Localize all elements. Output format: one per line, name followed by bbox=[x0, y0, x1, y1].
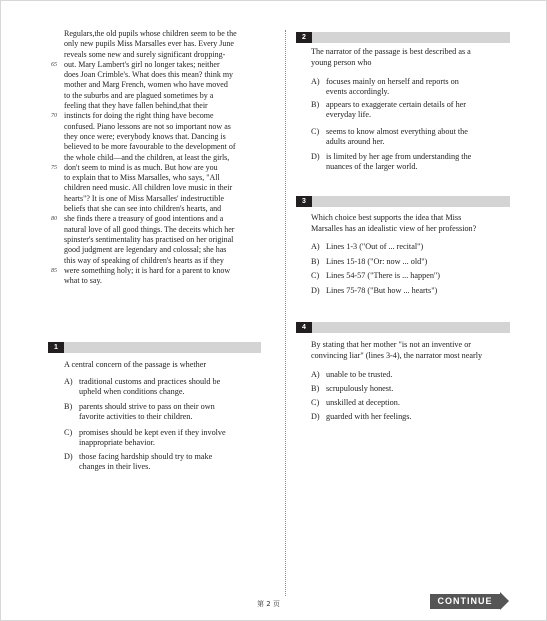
answer-option-text bbox=[79, 428, 226, 448]
passage-line-text: confused. Piano lessons are not so important now as bbox=[64, 121, 231, 131]
answer-option-text bbox=[326, 127, 468, 147]
answer-option-text bbox=[326, 384, 393, 394]
passage-line bbox=[64, 122, 274, 132]
question-1-number: 1 bbox=[48, 342, 64, 353]
passage-line bbox=[64, 101, 274, 111]
passage-line-text: instincts for doing the right thing have become bbox=[64, 111, 214, 121]
passage-line bbox=[64, 50, 274, 60]
answer-option-text bbox=[326, 77, 459, 97]
passage-line-text: spinster's sentimentality has practised on her original bbox=[64, 234, 234, 244]
question-stem-line: A central concern of the passage is whether bbox=[64, 360, 207, 369]
passage-line-text: does Joan Crimble's. What does this mean? think my bbox=[64, 70, 234, 80]
passage-line bbox=[64, 225, 274, 235]
question-stem-line: convincing liar" (lines 3-4), the narrator most nearly bbox=[311, 350, 483, 360]
answer-option-line: unable to be trusted. bbox=[326, 370, 393, 379]
answer-option-text bbox=[79, 377, 220, 397]
passage-line-text: the whole child—and the children, at least the girls, bbox=[64, 152, 230, 162]
answer-option[interactable] bbox=[311, 257, 511, 267]
passage bbox=[51, 29, 274, 286]
answer-option-text bbox=[326, 286, 437, 296]
passage-line bbox=[51, 111, 274, 121]
answer-option-text bbox=[326, 370, 392, 380]
answer-option-letter: A) bbox=[311, 242, 320, 251]
passage-line bbox=[64, 276, 274, 286]
passage-line bbox=[64, 245, 274, 255]
answer-option-text bbox=[326, 412, 412, 422]
passage-line bbox=[64, 142, 274, 152]
question-3-number: 3 bbox=[296, 196, 312, 207]
answer-option-text bbox=[326, 257, 427, 267]
passage-line bbox=[64, 39, 274, 49]
answer-option-text bbox=[326, 271, 440, 281]
answer-option[interactable] bbox=[64, 402, 264, 422]
continue-arrow-icon[interactable] bbox=[500, 592, 509, 610]
passage-line bbox=[64, 204, 274, 214]
answer-option[interactable] bbox=[311, 152, 511, 172]
passage-line bbox=[64, 80, 274, 90]
passage-line-text: mother and Marg French, women who have moved bbox=[64, 80, 228, 90]
line-number: 80 bbox=[51, 216, 57, 223]
passage-line-text: hearts"? It is one of Miss Marsalles' indestructible bbox=[64, 193, 225, 203]
passage-line-text: only new pupils Miss Marsalles ever has. Every June bbox=[64, 39, 234, 49]
answer-option-line: seems to know almost everything about the bbox=[326, 127, 468, 136]
passage-line-text: out. Mary Lambert's girl no longer takes; neither bbox=[64, 59, 220, 69]
answer-option-line: appears to exaggerate certain details of her bbox=[326, 100, 467, 109]
answer-option-letter: C) bbox=[64, 428, 73, 437]
answer-option[interactable] bbox=[311, 384, 511, 394]
answer-option[interactable] bbox=[311, 271, 511, 281]
answer-option-line: Lines 54-57 ("There is ... happen") bbox=[326, 271, 440, 280]
continue-button[interactable]: CONTINUE bbox=[430, 594, 500, 609]
answer-option-line: events accordingly. bbox=[326, 87, 390, 96]
question-stem-line: young person who bbox=[311, 57, 372, 67]
passage-line bbox=[64, 91, 274, 101]
passage-line-text: feeling that they have fallen behind,that their bbox=[64, 101, 208, 111]
answer-option-letter: A) bbox=[311, 77, 320, 86]
answer-option-letter: A) bbox=[311, 370, 320, 379]
answer-option-letter: B) bbox=[311, 100, 320, 109]
answer-option-letter: B) bbox=[311, 384, 320, 393]
answer-option-letter: C) bbox=[311, 127, 320, 136]
question-3-header bbox=[296, 196, 510, 207]
passage-line-text: don't seem to mind is as much. But how are you bbox=[64, 162, 218, 172]
passage-line-text: what to say. bbox=[64, 276, 102, 286]
passage-line bbox=[64, 183, 274, 193]
passage-line bbox=[64, 29, 274, 39]
answer-option[interactable] bbox=[311, 100, 511, 120]
answer-option-text bbox=[79, 402, 215, 422]
passage-line-text: good judgment are legendary and colossal; she has bbox=[64, 245, 227, 255]
answer-option-text bbox=[326, 398, 400, 408]
passage-line-text: beliefs that she can see into children's hearts, and bbox=[64, 204, 222, 214]
question-stem-line: Marsalles has an idealistic view of her profession? bbox=[311, 223, 477, 233]
answer-option-line: traditional customs and practices should be bbox=[79, 377, 221, 386]
answer-option-line: Lines 1-3 ("Out of ... recital") bbox=[326, 242, 424, 251]
answer-option-line: upheld when conditions change. bbox=[79, 387, 185, 396]
answer-option-line: changes in their lives. bbox=[79, 462, 151, 471]
answer-option-text bbox=[326, 152, 471, 172]
passage-line-text: were something holy; it is hard for a parent to know bbox=[64, 265, 231, 275]
passage-line bbox=[64, 235, 274, 245]
line-number: 85 bbox=[51, 267, 57, 274]
question-stem-line: By stating that her mother "is not an inventive or bbox=[311, 340, 472, 349]
passage-line bbox=[64, 256, 274, 266]
passage-line-text: natural love of all good things. The deceits which her bbox=[64, 224, 235, 234]
answer-option[interactable] bbox=[311, 77, 511, 97]
answer-option-letter: B) bbox=[64, 402, 73, 411]
answer-option-letter: C) bbox=[311, 271, 320, 280]
answer-option-line: Lines 15-18 ("Or: now ... old") bbox=[326, 257, 428, 266]
answer-option[interactable] bbox=[311, 398, 511, 408]
passage-line bbox=[51, 214, 274, 224]
question-stem-line: The narrator of the passage is best described as a bbox=[311, 47, 471, 56]
passage-line bbox=[64, 173, 274, 183]
answer-option[interactable] bbox=[64, 428, 264, 448]
answer-option-line: parents should strive to pass on their own bbox=[79, 402, 215, 411]
answer-option-line: those facing hardship should try to make bbox=[79, 452, 213, 461]
passage-line-text: they once were; everybody knows that. Dancing is bbox=[64, 131, 226, 141]
answer-option-letter: D) bbox=[311, 152, 320, 161]
answer-option[interactable] bbox=[311, 286, 511, 296]
answer-option-line: everyday life. bbox=[326, 110, 372, 119]
line-number: 75 bbox=[51, 164, 57, 171]
answer-option-line: promises should be kept even if they involve bbox=[79, 428, 226, 437]
passage-line-text: to the suburbs and are plagued sometimes by a bbox=[64, 90, 214, 100]
answer-option-line: guarded with her feelings. bbox=[326, 412, 412, 421]
answer-option[interactable] bbox=[64, 452, 264, 472]
answer-option-line: scrupulously honest. bbox=[326, 384, 394, 393]
answer-option[interactable] bbox=[64, 377, 264, 397]
answer-option-line: inappropriate behavior. bbox=[79, 438, 155, 447]
answer-option[interactable] bbox=[311, 127, 511, 147]
question-2-header bbox=[296, 32, 510, 43]
answer-option-letter: D) bbox=[311, 286, 320, 295]
answer-option-text bbox=[326, 242, 423, 252]
answer-option[interactable] bbox=[311, 242, 511, 252]
passage-line bbox=[51, 162, 274, 173]
answer-option[interactable] bbox=[311, 370, 511, 380]
answer-option-line: unskilled at deception. bbox=[326, 398, 400, 407]
answer-option-text bbox=[326, 100, 466, 120]
passage-line bbox=[64, 70, 274, 80]
line-number: 65 bbox=[51, 61, 57, 68]
line-number: 70 bbox=[51, 113, 57, 120]
question-stem bbox=[311, 47, 471, 68]
question-1-header bbox=[48, 342, 261, 353]
answer-option-letter: D) bbox=[64, 452, 73, 461]
passage-line bbox=[64, 132, 274, 142]
answer-option-letter: C) bbox=[311, 398, 320, 407]
answer-option-letter: B) bbox=[311, 257, 320, 266]
question-2-number: 2 bbox=[296, 32, 312, 43]
passage-line-text: children need music. All children love music in their bbox=[64, 183, 233, 193]
answer-option[interactable] bbox=[311, 412, 511, 422]
passage-line bbox=[51, 59, 274, 70]
passage-line-text: Regulars,the old pupils whose children seem to be the bbox=[64, 29, 237, 38]
question-4-number: 4 bbox=[296, 322, 312, 333]
answer-option-line: favorite activities to their children. bbox=[79, 412, 193, 421]
answer-option-line: nuances of the larger world. bbox=[326, 162, 418, 171]
answer-option-letter: A) bbox=[64, 377, 73, 386]
answer-option-line: is limited by her age from understanding the bbox=[326, 152, 472, 161]
question-stem-line: Which choice best supports the idea that Miss bbox=[311, 213, 462, 222]
passage-line-text: she finds there a treasury of good intentions and a bbox=[64, 214, 224, 224]
answer-option-line: Lines 75-78 ("But how ... hearts") bbox=[326, 286, 438, 295]
answer-option-text bbox=[79, 452, 212, 472]
passage-line-text: this way of speaking of children's hearts as if they bbox=[64, 255, 224, 265]
question-4-header bbox=[296, 322, 510, 333]
passage-line-text: believed to be more favourable to the development of bbox=[64, 142, 236, 152]
answer-option-letter: D) bbox=[311, 412, 320, 421]
question-stem bbox=[64, 360, 206, 371]
answer-option-line: focuses mainly on herself and reports on bbox=[326, 77, 459, 86]
column-divider bbox=[285, 30, 286, 596]
passage-line bbox=[64, 153, 274, 163]
page-number: 第 2 页 bbox=[257, 600, 280, 608]
passage-line bbox=[64, 194, 274, 204]
passage-line bbox=[51, 265, 274, 276]
passage-line-text: to explain that to Miss Marsalles, who says, "All bbox=[64, 173, 220, 183]
passage-line-text: reveals some new and surely significant dropping- bbox=[64, 49, 226, 59]
question-stem bbox=[311, 213, 476, 234]
question-stem bbox=[311, 340, 482, 361]
answer-option-line: adults around her. bbox=[326, 137, 385, 146]
